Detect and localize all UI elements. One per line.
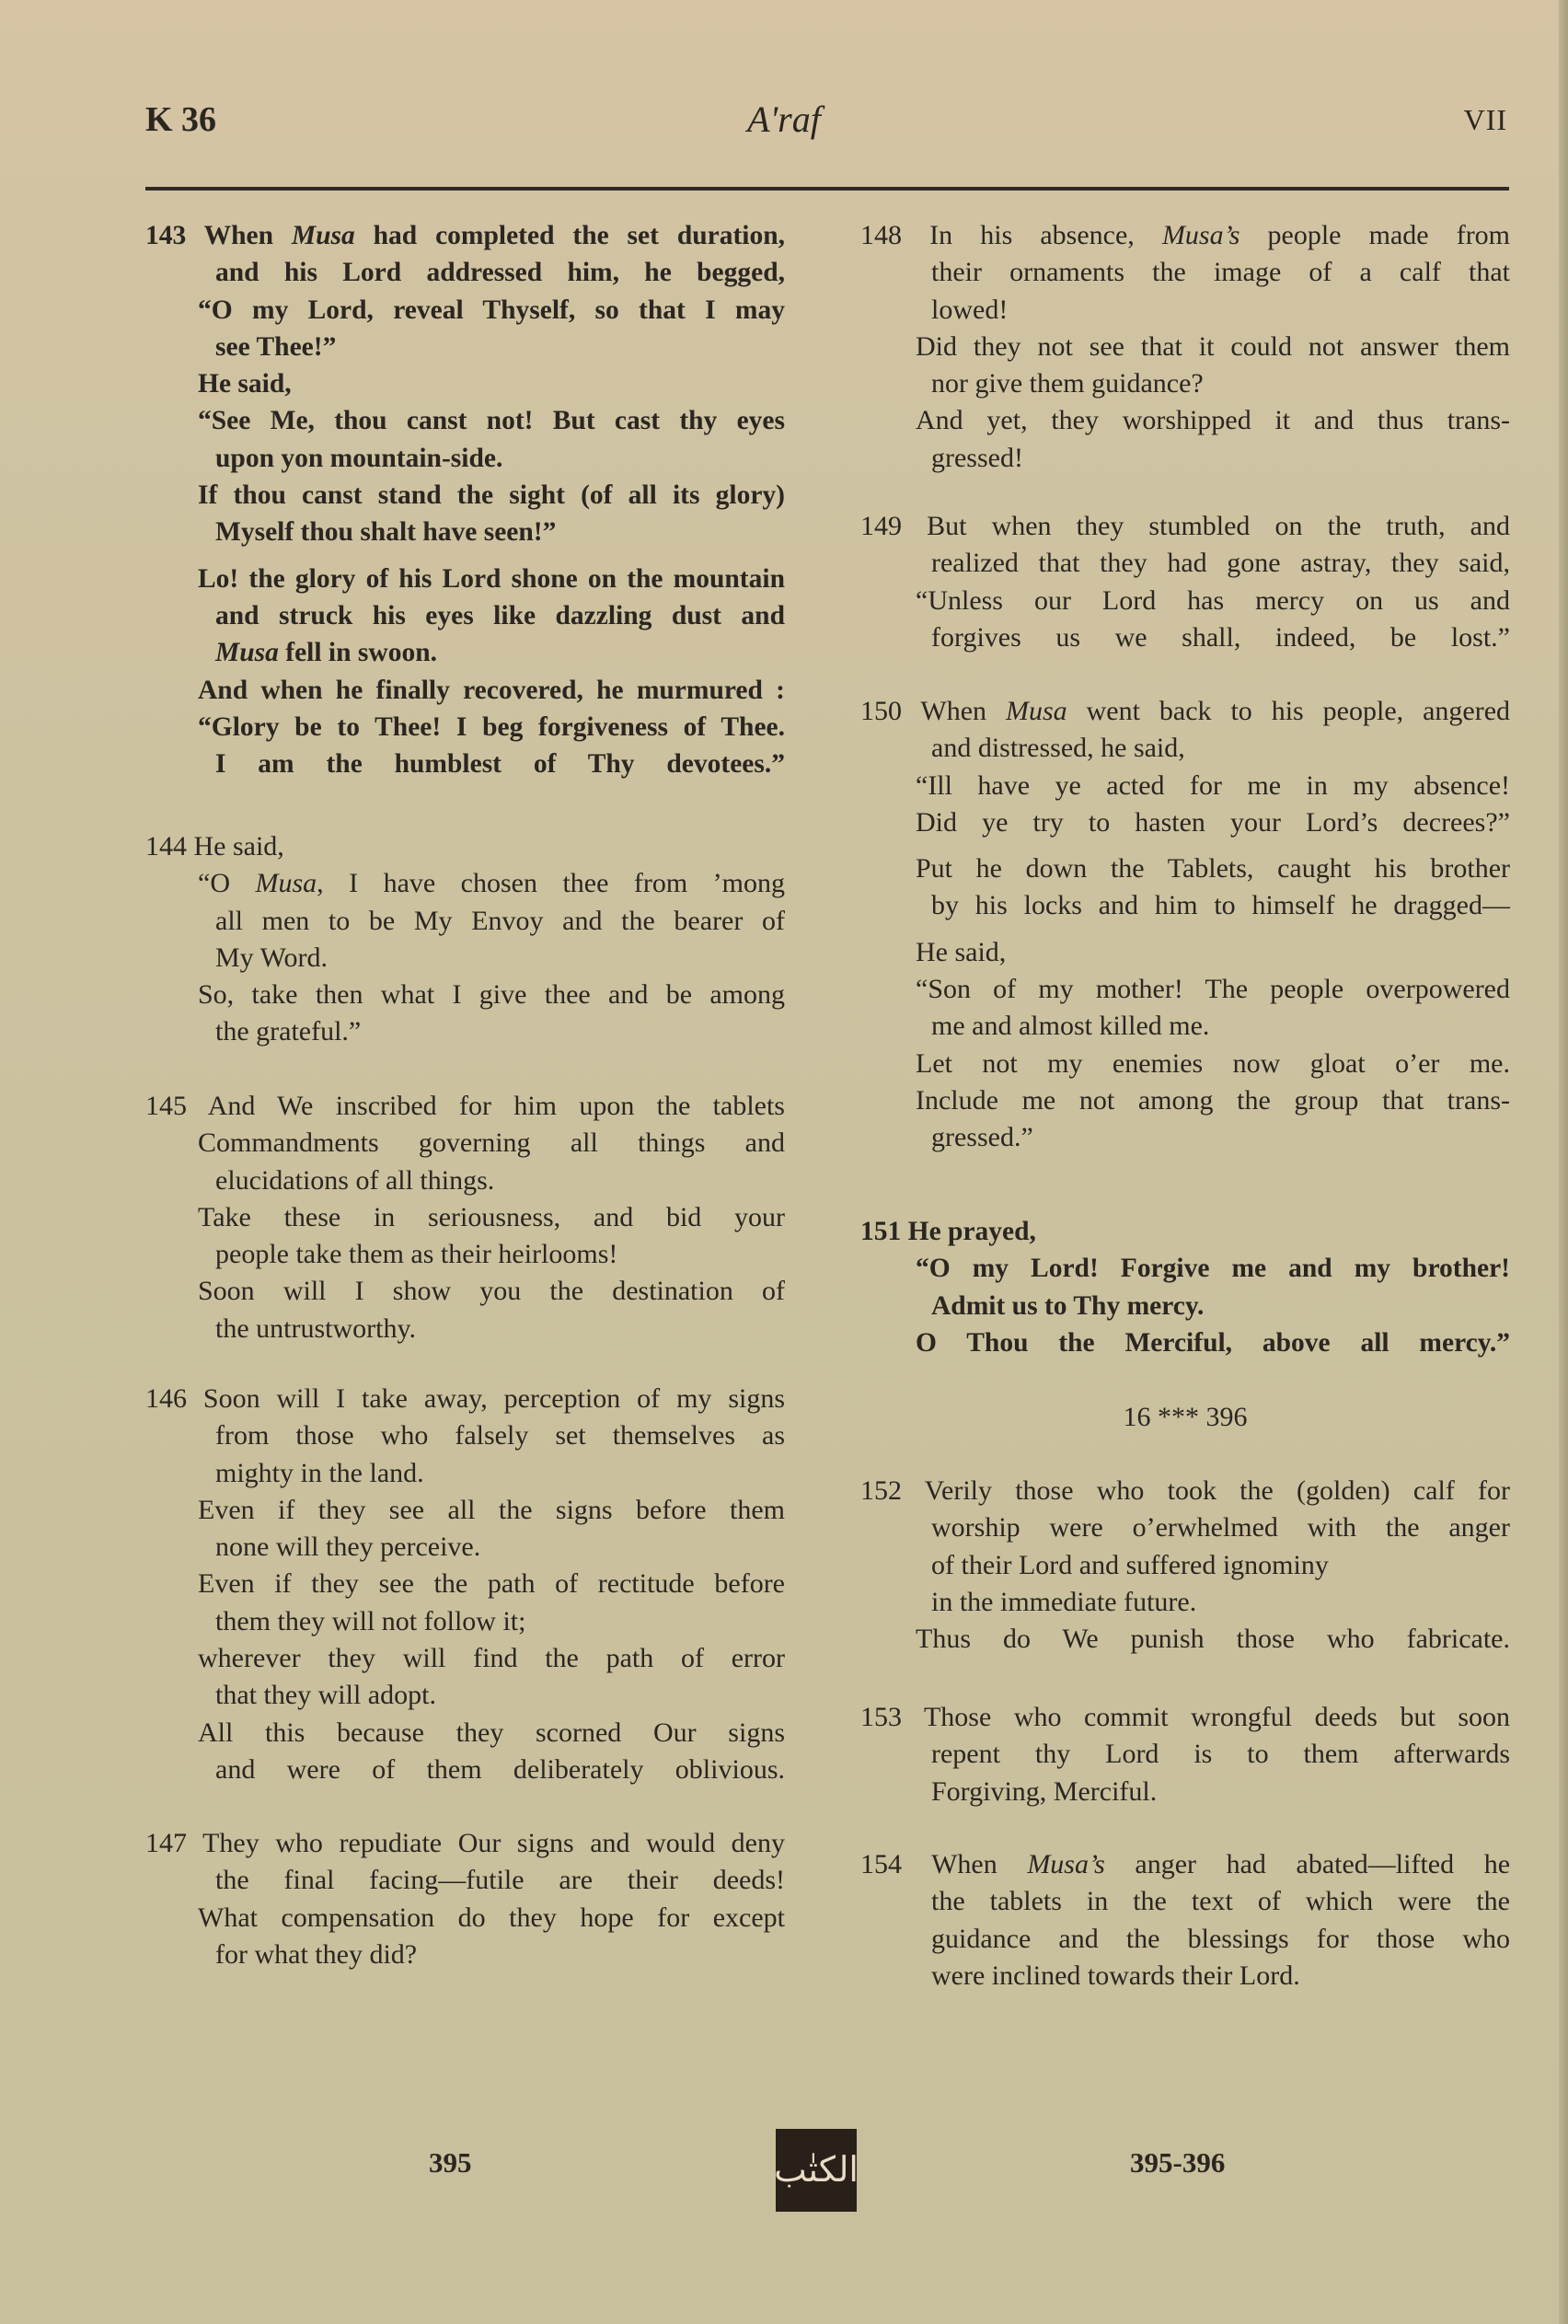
verse-text: Musa — [291, 221, 355, 250]
verse-line: O Thou the Merciful, above all mercy.” — [916, 1327, 1510, 1358]
verse-number: 147 — [145, 1828, 187, 1858]
verse-number: 150 — [860, 696, 902, 726]
verse-number: 144 — [145, 831, 187, 861]
verse-151 — [860, 1213, 1510, 1361]
kitab-logo — [776, 2129, 857, 2212]
header-chapter-label: K 36 — [145, 100, 217, 139]
verse-154 — [860, 1846, 1510, 1994]
verse-line: All this because they scorned Our signs — [198, 1717, 785, 1748]
verse-line: their ornaments the image of a calf that — [931, 257, 1510, 288]
page-range-right: 395-396 — [1130, 2146, 1226, 2179]
verse-text: , I have chosen thee from ’mong — [317, 868, 785, 899]
verse-line: and were of them deliberately oblivious. — [215, 1753, 785, 1785]
verse-number: 146 — [145, 1383, 187, 1414]
verse-line: the grateful.” — [215, 1016, 362, 1047]
verse-line: all men to be My Envoy and the bearer of — [215, 905, 785, 936]
verse-line: none will they perceive. — [215, 1532, 481, 1563]
verse-line: Lo! the glory of his Lord shone on the mountain — [198, 563, 785, 594]
verse-145 — [145, 1088, 785, 1347]
verse-number: 152 — [860, 1475, 902, 1506]
verse-text: When — [203, 221, 274, 250]
verse-line: mighty in the land. — [215, 1457, 424, 1488]
verse-line: Even if they see all the signs before them — [198, 1494, 785, 1525]
verse-text: people made from — [1267, 220, 1511, 250]
verse-line: “Glory be to Thee! I beg forgiveness of Thee. — [198, 711, 785, 742]
verse-line: Take these in seriousness, and bid your — [198, 1201, 785, 1232]
verse-146 — [145, 1381, 785, 1788]
verse-line: Put he down the Tablets, caught his brother — [916, 853, 1510, 885]
verse-text: Musa’s — [1027, 1849, 1105, 1879]
verse-text: In his absence, — [929, 220, 1135, 250]
verse-line: What compensation do they hope for except — [198, 1902, 785, 1933]
verse-line: were inclined towards their Lord. — [931, 1960, 1300, 1991]
verse-text: fell in swoon. — [285, 638, 437, 668]
verse-line: the tablets in the text of which were the — [931, 1886, 1510, 1917]
verse-149 — [860, 508, 1510, 656]
verse-line: And when he finally recovered, he murmured : — [198, 675, 785, 705]
header-title: A'raf — [747, 98, 821, 140]
verse-line: I am the humblest of Thy devotees.” — [215, 749, 785, 780]
verse-line: Thus do We punish those who fabricate. — [916, 1624, 1510, 1655]
verse-line: Did ye try to hasten your Lord’s decrees?” — [916, 806, 1510, 838]
verse-line: Let not my enemies now gloat o’er me. — [916, 1047, 1510, 1079]
verse-line: from those who falsely set themselves as — [215, 1420, 785, 1451]
verse-line: elucidations of all things. — [215, 1164, 495, 1196]
verse-number: 153 — [860, 1702, 902, 1732]
verse-text: He prayed, — [907, 1217, 1036, 1246]
verse-line: lowed! — [931, 294, 1009, 325]
verse-line — [145, 865, 785, 902]
verse-text: And We inscribed for him upon the tablets — [207, 1091, 785, 1121]
section-marker: 16 *** 396 — [1123, 1402, 1248, 1432]
verse-text: When — [920, 696, 987, 726]
verse-number: 145 — [145, 1091, 187, 1121]
verse-text: Musa’s — [1161, 220, 1240, 250]
verse-line: Soon will I show you the destination of — [198, 1276, 785, 1307]
verse-line: Did they not see that it could not answer them — [916, 330, 1510, 362]
verse-line: forgives us we shall, indeed, be lost.” — [931, 621, 1510, 653]
header-rule — [145, 187, 1509, 191]
verse-line: by his locks and him to himself he dragged— — [931, 890, 1510, 921]
verse-148 — [860, 217, 1510, 477]
verse-line: gressed! — [931, 442, 1023, 473]
verse-text: They who repudiate Our signs and would deny — [202, 1828, 785, 1858]
verse-number: 149 — [860, 511, 902, 541]
page-edge — [1559, 0, 1568, 2324]
verse-line: realized that they had gone astray, they said, — [931, 548, 1510, 579]
verse-line: “See Me, thou canst not! But cast thy eyes — [198, 406, 785, 436]
verse-line: Even if they see the path of rectitude before — [198, 1568, 785, 1600]
verse-line: of their Lord and suffered ignominy — [931, 1549, 1329, 1580]
verse-line: guidance and the blessings for those who — [931, 1923, 1510, 1954]
verse-number: 148 — [860, 220, 902, 250]
verse-text: Musa — [215, 638, 279, 668]
verse-line: worship were o’erwhelmed with the anger — [931, 1512, 1510, 1544]
verse-line: in the immediate future. — [931, 1586, 1197, 1617]
verse-line: “Unless our Lord has mercy on us and — [916, 584, 1510, 616]
verse-line: see Thee!” — [215, 331, 337, 362]
verse-line: nor give them guidance? — [931, 368, 1204, 399]
verse-line: me and almost killed me. — [931, 1011, 1210, 1042]
verse-line — [145, 634, 785, 671]
verse-line: “Son of my mother! The people overpowered — [916, 974, 1510, 1005]
verse-number: 143 — [145, 221, 187, 250]
verse-152 — [860, 1473, 1510, 1658]
verse-line: that they will adopt. — [215, 1680, 436, 1711]
verse-line: and his Lord addressed him, he begged, — [215, 258, 785, 288]
verse-147 — [145, 1825, 785, 1973]
verse-line: Forgiving, Merciful. — [931, 1775, 1158, 1807]
verse-144 — [145, 828, 785, 1051]
verse-number: 151 — [860, 1217, 902, 1246]
verse-line: He said, — [198, 369, 292, 399]
verse-line: and struck his eyes like dazzling dust and — [215, 600, 785, 630]
verse-line: Include me not among the group that trans- — [916, 1084, 1510, 1116]
header-part-number: VII — [1463, 103, 1507, 136]
verse-text: Soon will I take away, perception of my signs — [202, 1383, 786, 1414]
verse-line: upon yon mountain-side. — [215, 443, 503, 473]
verse-line: them they will not follow it; — [215, 1605, 526, 1636]
verse-text: had completed the set duration, — [373, 221, 786, 250]
verse-text: went back to his people, angered — [1086, 696, 1511, 726]
verse-line: “Ill have ye acted for me in my absence! — [916, 769, 1510, 801]
verse-line: people take them as their heirlooms! — [215, 1239, 618, 1270]
verse-line: And yet, they worshipped it and thus trans- — [916, 405, 1510, 436]
verse-text: Musa — [255, 868, 317, 899]
verse-153 — [860, 1699, 1510, 1810]
verse-line: “O my Lord! Forgive me and my brother! — [916, 1254, 1510, 1284]
verse-text: anger had abated—lifted he — [1135, 1849, 1511, 1879]
verse-line: So, take then what I give thee and be among — [198, 979, 785, 1011]
verse-line: Commandments governing all things and — [198, 1127, 785, 1159]
verse-text: He said, — [193, 831, 284, 861]
verse-line: Myself thou shalt have seen!” — [215, 517, 557, 548]
page-number-left: 395 — [429, 2146, 472, 2179]
verse-line: the untrustworthy. — [215, 1312, 417, 1344]
verse-line: and distressed, he said, — [931, 733, 1185, 764]
verse-line: “O my Lord, reveal Thyself, so that I may — [198, 295, 785, 325]
verse-line: gressed.” — [931, 1122, 1033, 1153]
verse-line: He said, — [916, 936, 1007, 967]
verse-150 — [860, 693, 1510, 1157]
verse-line: If thou canst stand the sight (of all its glory) — [198, 480, 785, 511]
verse-line: My Word. — [215, 942, 329, 973]
logo-text: الكتٰب — [774, 2151, 859, 2190]
verse-text: But when they stumbled on the truth, and — [927, 511, 1511, 541]
verse-line: for what they did? — [215, 1938, 418, 1970]
verse-143 — [145, 217, 785, 782]
verse-text: When — [931, 1849, 997, 1879]
verse-line: Admit us to Thy mercy. — [931, 1290, 1205, 1321]
verse-line: repent thy Lord is to them afterwards — [931, 1739, 1510, 1770]
verse-text: “O — [198, 868, 230, 899]
verse-line: wherever they will find the path of error — [198, 1643, 785, 1674]
verse-text: Those who commit wrongful deeds but soon — [923, 1702, 1510, 1732]
verse-text: Musa — [1006, 696, 1067, 726]
verse-line: the final facing—futile are their deeds! — [215, 1865, 785, 1896]
verse-text: Verily those who took the (golden) calf for — [924, 1475, 1510, 1506]
verse-number: 154 — [860, 1849, 902, 1879]
